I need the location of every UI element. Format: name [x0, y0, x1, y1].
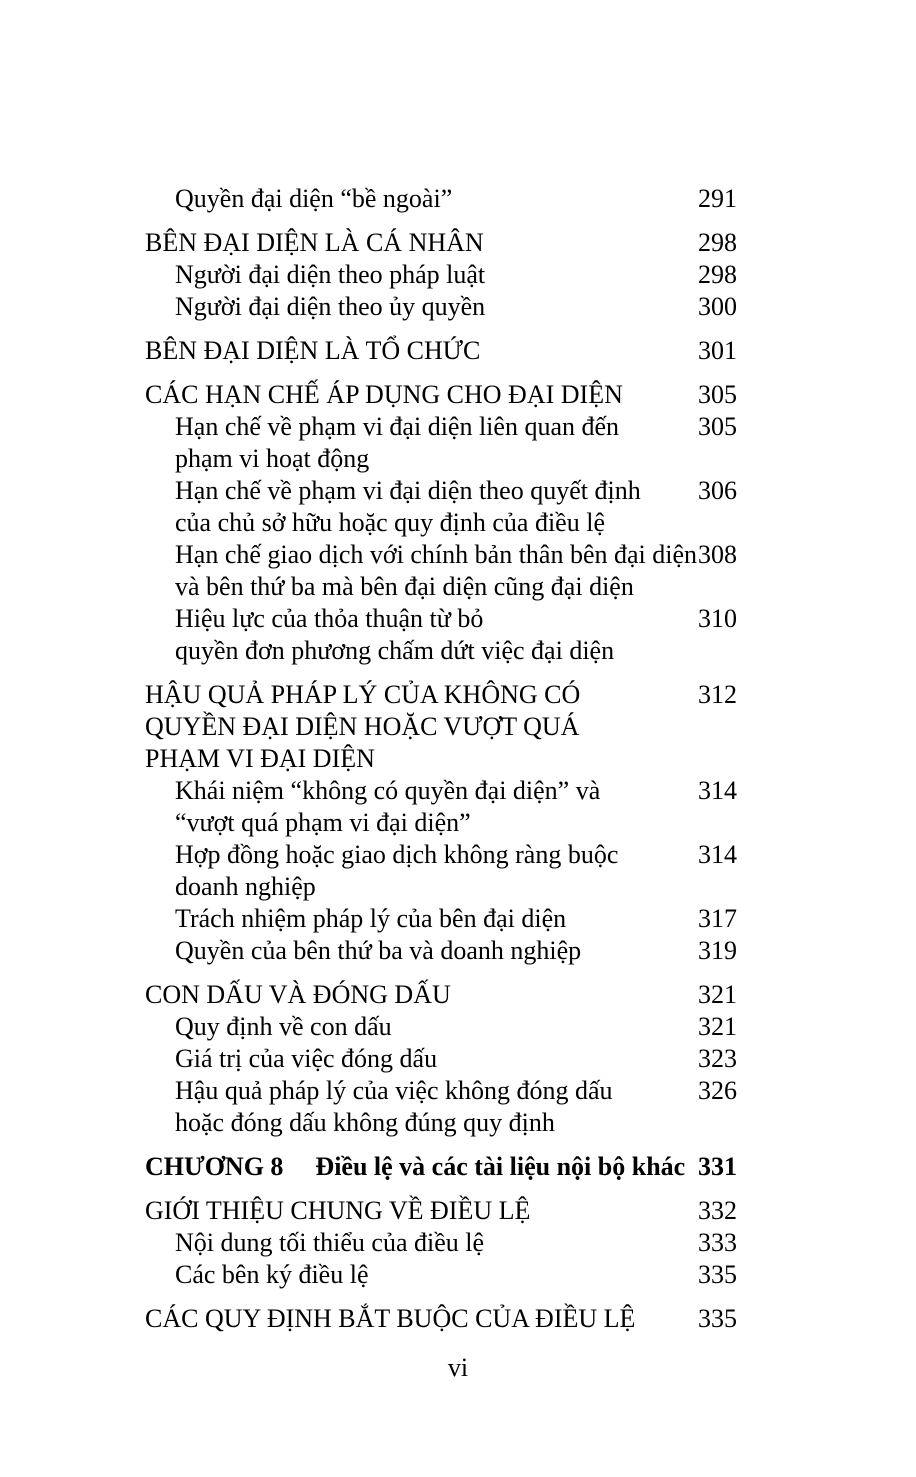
toc-entry-text: “vượt quá phạm vi đại diện”: [175, 808, 471, 837]
toc-entry-text: quyền đơn phương chấm dứt việc đại diện: [175, 636, 615, 665]
toc-page-number: 301: [698, 336, 737, 365]
toc-entry[interactable]: [145, 1303, 737, 1335]
toc-page-number: 333: [698, 1228, 737, 1257]
toc-entry-text: Hạn chế giao dịch với chính bản thân bên đại diện: [175, 540, 698, 569]
toc-entry-text: Hiệu lực của thỏa thuận từ bỏ: [175, 604, 484, 633]
toc-page-number: 319: [698, 936, 737, 965]
toc-entry-text: hoặc đóng dấu không đúng quy định: [175, 1108, 555, 1137]
toc-entry-text: Khái niệm “không có quyền đại diện” và: [175, 776, 601, 805]
toc-page-number: 312: [698, 680, 737, 709]
toc-entry[interactable]: [145, 259, 737, 291]
toc-entry-text: BÊN ĐẠI DIỆN LÀ TỔ CHỨC: [145, 336, 481, 365]
toc-entry-text: của chủ sở hữu hoặc quy định của điều lệ: [175, 508, 605, 537]
toc-entry[interactable]: [145, 679, 737, 775]
toc-entry-text: Quyền đại diện “bề ngoài”: [175, 184, 453, 213]
toc-entry-text: Quyền của bên thứ ba và doanh nghiệp: [175, 936, 582, 965]
toc-page-number: 314: [698, 776, 737, 805]
chapter-number-label: CHƯƠNG 8: [145, 1152, 284, 1181]
toc-entry[interactable]: [145, 475, 737, 539]
toc-entry-text: Quy định về con dấu: [175, 1012, 392, 1041]
toc-page-number: 314: [698, 840, 737, 869]
toc-entry-text: CÁC QUY ĐỊNH BẮT BUỘC CỦA ĐIỀU LỆ: [145, 1304, 636, 1333]
toc-entry[interactable]: [145, 979, 737, 1011]
toc-entry[interactable]: [145, 335, 737, 367]
toc-entry[interactable]: [145, 603, 737, 667]
toc-page-number: 291: [698, 184, 737, 213]
toc-page-number: 323: [698, 1044, 737, 1073]
toc-page-number: 305: [698, 412, 737, 441]
toc-entry-text: CÁC HẠN CHẾ ÁP DỤNG CHO ĐẠI DIỆN: [145, 380, 623, 409]
toc-page-number: 335: [698, 1260, 737, 1289]
toc-entry-text: Người đại diện theo ủy quyền: [175, 292, 486, 321]
toc-entry[interactable]: [145, 1227, 737, 1259]
toc-entry-text: Hợp đồng hoặc giao dịch không ràng buộc: [175, 840, 619, 869]
chapter-title: Điều lệ và các tài liệu nội bộ khác: [315, 1152, 686, 1181]
toc-page-number: 305: [698, 380, 737, 409]
toc-entry-text: Các bên ký điều lệ: [175, 1260, 369, 1289]
toc-entry-text: Người đại diện theo pháp luật: [175, 260, 486, 289]
toc-entry-text: QUYỀN ĐẠI DIỆN HOẶC VƯỢT QUÁ: [145, 712, 580, 741]
toc-entry-text: PHẠM VI ĐẠI DIỆN: [145, 744, 375, 773]
toc-page-number: 300: [698, 292, 737, 321]
toc-page-number: 306: [698, 476, 737, 505]
toc-entry-text: [145, 1151, 687, 1183]
toc-entry-text: Giá trị của việc đóng dấu: [175, 1044, 438, 1073]
page-footer: [0, 1352, 916, 1384]
toc-page-number: 331: [698, 1152, 737, 1181]
toc-entry[interactable]: [145, 379, 737, 411]
toc-entry-text: BÊN ĐẠI DIỆN LÀ CÁ NHÂN: [145, 228, 484, 257]
toc-entry-text: GIỚI THIỆU CHUNG VỀ ĐIỀU LỆ: [145, 1196, 531, 1225]
toc-page-number: 317: [698, 904, 737, 933]
toc-entry[interactable]: [145, 935, 737, 967]
toc-page-number: 321: [698, 1012, 737, 1041]
toc-page-number: 321: [698, 980, 737, 1009]
toc-entry-text: phạm vi hoạt động: [175, 444, 370, 473]
toc-entry-text: và bên thứ ba mà bên đại diện cũng đại diện: [175, 572, 634, 601]
toc-page-number: 310: [698, 604, 737, 633]
toc-entry-text: Hậu quả pháp lý của việc không đóng dấu: [175, 1076, 613, 1105]
toc-page-number: 308: [698, 540, 737, 569]
toc-entry[interactable]: [145, 539, 737, 603]
page-number-label: vi: [447, 1353, 469, 1382]
toc-entry[interactable]: [145, 1043, 737, 1075]
toc-page-number: 298: [698, 228, 737, 257]
toc-entry-text: Hạn chế về phạm vi đại diện theo quyết định: [175, 476, 641, 505]
toc-entry-text: HẬU QUẢ PHÁP LÝ CỦA KHÔNG CÓ: [145, 680, 581, 709]
toc-list: [145, 183, 737, 1335]
toc-entry-text: Trách nhiệm pháp lý của bên đại diện: [175, 904, 567, 933]
toc-page-number: 335: [698, 1304, 737, 1333]
toc-entry[interactable]: [145, 1151, 737, 1183]
toc-entry[interactable]: [145, 183, 737, 215]
toc-entry[interactable]: [145, 839, 737, 903]
toc-entry[interactable]: [145, 1195, 737, 1227]
toc-entry[interactable]: [145, 411, 737, 475]
toc-page-number: 298: [698, 260, 737, 289]
toc-entry[interactable]: [145, 1259, 737, 1291]
toc-page-number: 326: [698, 1076, 737, 1105]
toc-entry-text: Hạn chế về phạm vi đại diện liên quan đến: [175, 412, 620, 441]
toc-entry-text: Nội dung tối thiểu của điều lệ: [175, 1228, 485, 1257]
toc-entry[interactable]: [145, 227, 737, 259]
toc-entry[interactable]: [145, 1011, 737, 1043]
toc-entry[interactable]: [145, 1075, 737, 1139]
toc-entry[interactable]: [145, 903, 737, 935]
toc-entry[interactable]: [145, 291, 737, 323]
toc-entry-text: doanh nghiệp: [175, 872, 316, 901]
toc-page-number: 332: [698, 1196, 737, 1225]
toc-entry-text: CON DẤU VÀ ĐÓNG DẤU: [145, 980, 451, 1009]
toc-entry[interactable]: [145, 775, 737, 839]
